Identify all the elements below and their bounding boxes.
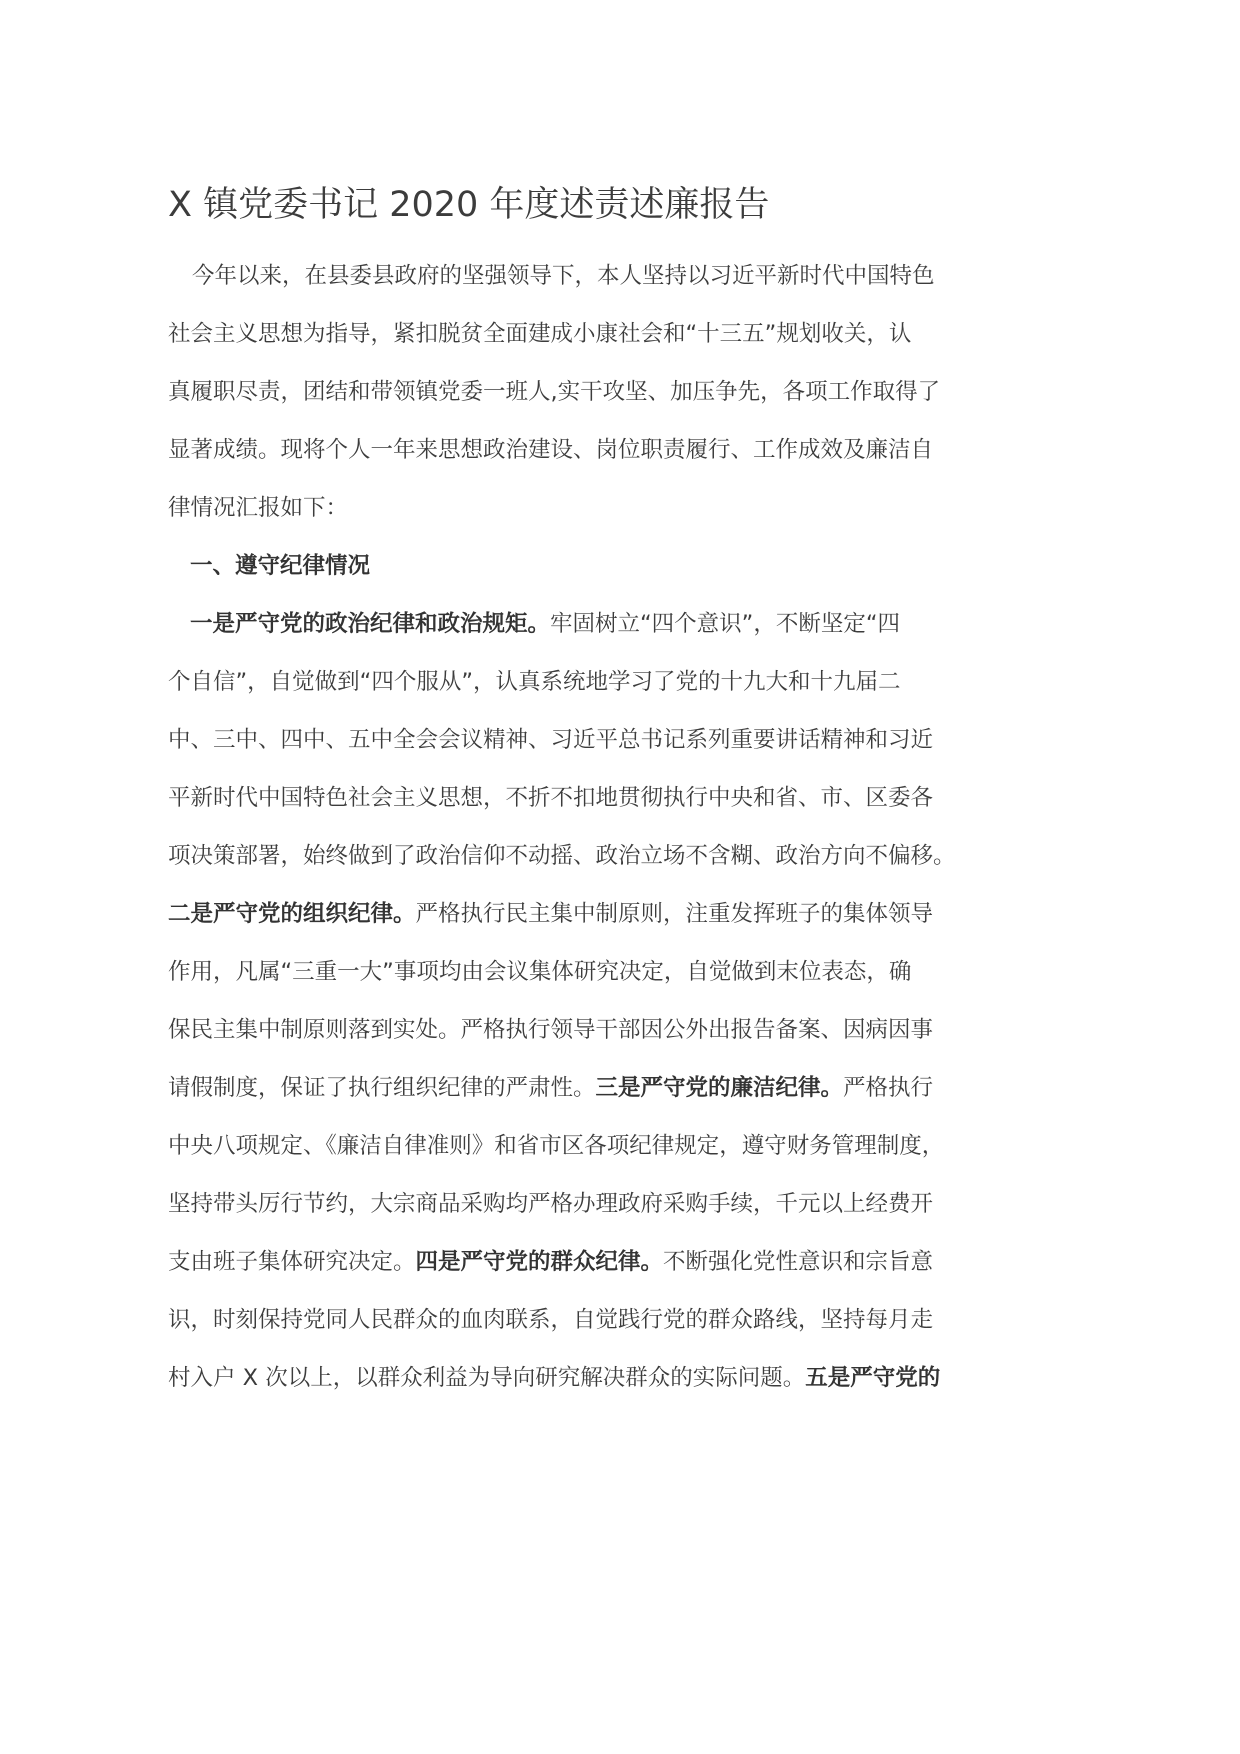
line-text: 个自信”，自觉做到“四个服从”，认真系统地学习了党的十九大和十九届二	[168, 669, 901, 695]
bold-lead: 二是严守党的组织纪律。	[168, 901, 416, 927]
section-heading	[190, 550, 370, 582]
line-text: 保民主集中制原则落到实处。严格执行领导干部因公外出报告备案、因病因事	[168, 1017, 934, 1043]
paragraph-line	[192, 260, 935, 292]
bold-lead: 一是严守党的政治纪律和政治规矩。	[190, 611, 551, 637]
line-text: 显著成绩。现将个人一年来思想政治建设、岗位职责履行、工作成效及廉洁自	[168, 437, 934, 463]
paragraph-line	[168, 1072, 933, 1104]
line-text: 村入户 X 次以上，以群众利益为导向研究解决群众的实际问题。	[168, 1365, 806, 1391]
line-text: 社会主义思想为指导，紧扣脱贫全面建成小康社会和“十三五”规划收关，认	[168, 321, 912, 347]
paragraph-line	[168, 666, 900, 698]
paragraph-line	[168, 1188, 933, 1220]
paragraph-line	[168, 434, 933, 466]
line-text: 严格执行民主集中制原则，注重发挥班子的集体领导	[415, 901, 934, 927]
paragraph-line	[168, 1304, 933, 1336]
paragraph-line	[168, 1362, 940, 1394]
paragraph-line	[168, 1246, 933, 1278]
bold-lead: 五是严守党的	[805, 1365, 941, 1391]
line-text: 真履职尽责，团结和带领镇党委一班人,实干攻坚、加压争先，各项工作取得了	[168, 379, 941, 405]
document-title: X 镇党委书记 2020 年度述责述廉报告	[168, 185, 770, 225]
line-text: 支由班子集体研究决定。	[168, 1249, 416, 1275]
bold-lead: 三是严守党的廉洁纪律。	[595, 1075, 844, 1101]
paragraph-line	[168, 898, 933, 930]
paragraph-line	[168, 782, 933, 814]
line-text: 律情况汇报如下：	[168, 495, 349, 521]
paragraph-line	[168, 956, 911, 988]
paragraph-line	[168, 492, 348, 524]
line-text: 严格执行	[843, 1075, 934, 1101]
line-text: 作用，凡属“三重一大”事项均由会议集体研究决定，自觉做到末位表态，确	[168, 959, 912, 985]
line-text: 中、三中、四中、五中全会会议精神、习近平总书记系列重要讲话精神和习近	[168, 727, 934, 753]
line-text: 项决策部署，始终做到了政治信仰不动摇、政治立场不含糊、政治方向不偏移。	[168, 843, 956, 869]
line-text: 平新时代中国特色社会主义思想，不折不扣地贯彻执行中央和省、市、区委各	[168, 785, 934, 811]
paragraph-line	[168, 376, 940, 408]
line-text: 牢固树立“四个意识”，不断坚定“四	[550, 611, 900, 637]
paragraph-line	[168, 840, 956, 872]
section-heading-text: 一、遵守纪律情况	[190, 553, 371, 579]
paragraph-line	[168, 318, 911, 350]
line-text: 坚持带头厉行节约，大宗商品采购均严格办理政府采购手续，千元以上经费开	[168, 1191, 934, 1217]
line-text: 不断强化党性意识和宗旨意	[663, 1249, 934, 1275]
paragraph-line	[168, 724, 933, 756]
paragraph-line	[168, 1130, 944, 1162]
paragraph-line	[190, 608, 900, 640]
line-text: 识，时刻保持党同人民群众的血肉联系，自觉践行党的群众路线，坚持每月走	[168, 1307, 934, 1333]
paragraph-line	[168, 1014, 933, 1046]
line-text: 中央八项规定、《廉洁自律准则》和省市区各项纪律规定，遵守财务管理制度，	[168, 1133, 945, 1159]
bold-lead: 四是严守党的群众纪律。	[415, 1249, 664, 1275]
line-text: 请假制度，保证了执行组织纪律的严肃性。	[168, 1075, 596, 1101]
line-text: 今年以来，在县委县政府的坚强领导下，本人坚持以习近平新时代中国特色	[192, 263, 935, 289]
